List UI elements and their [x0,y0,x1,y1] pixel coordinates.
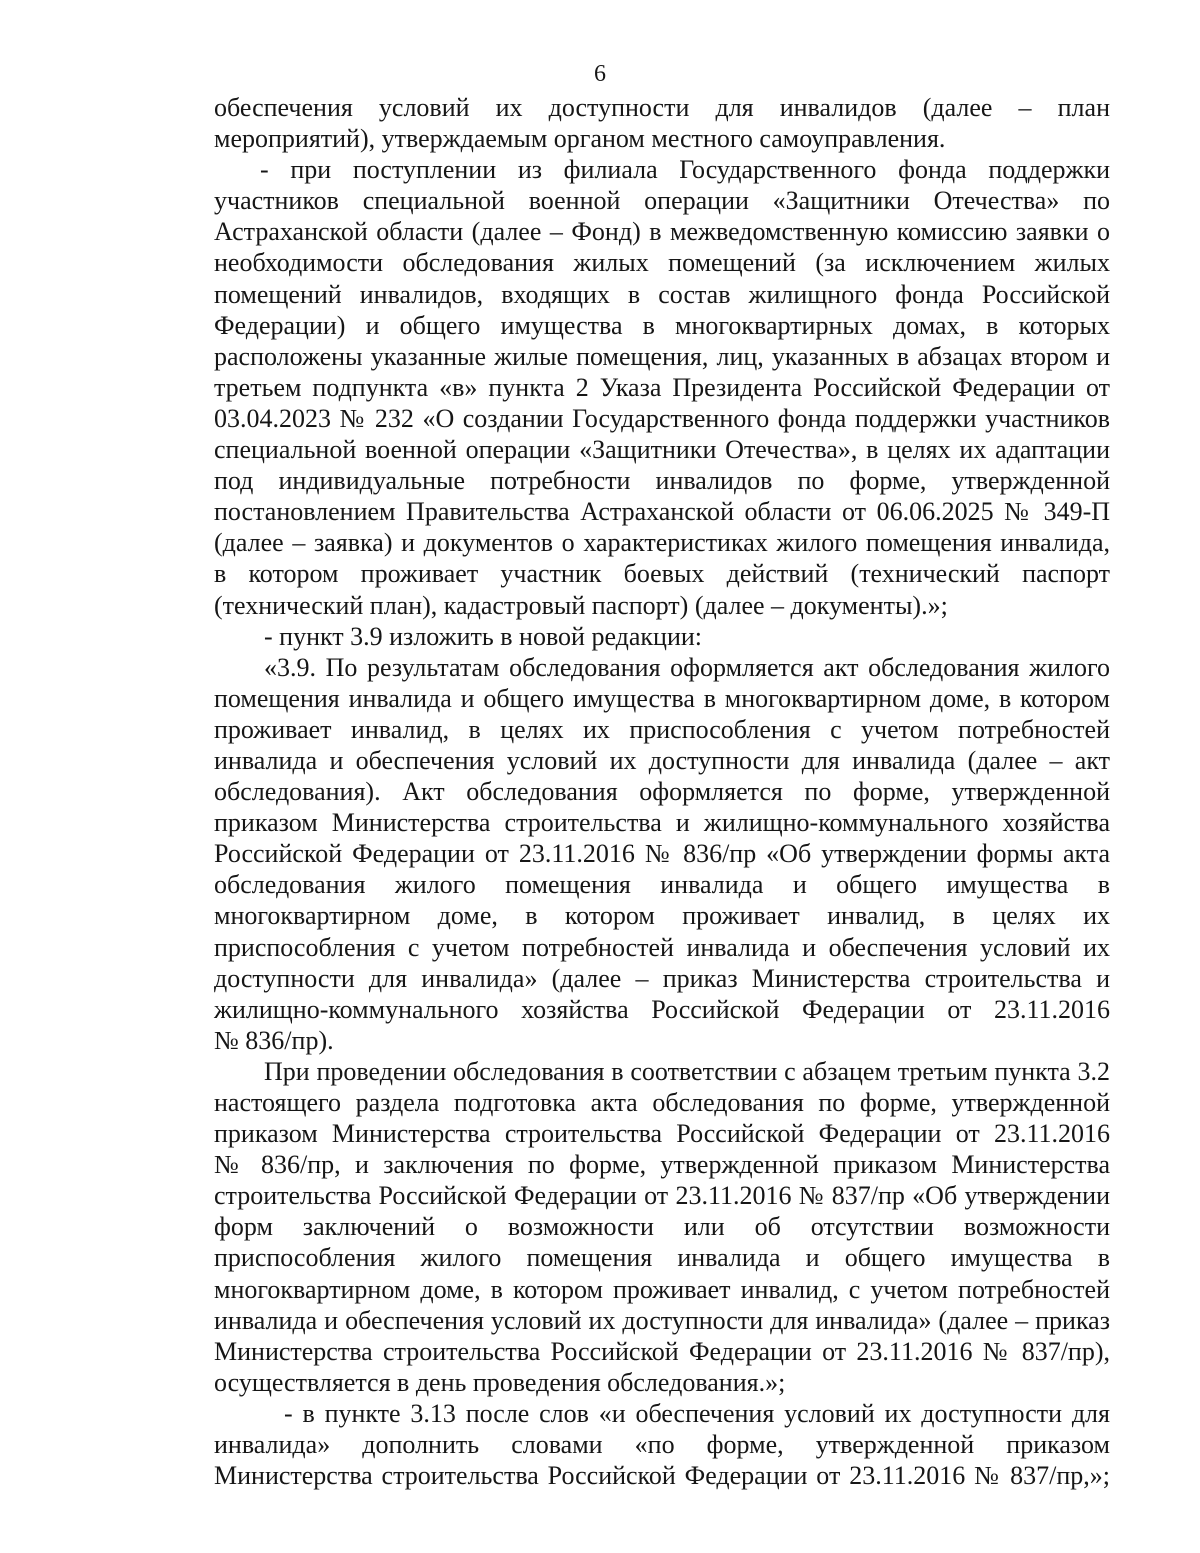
text-line: многоквартирном доме, в котором проживает инвалид, с учетом потребностей [214,1274,1110,1304]
text-line: приказом Министерства строительства и жилищно-коммунального хозяйства [214,808,1110,838]
text-line: мероприятий), утверждаемым органом местного самоуправления. [214,124,946,154]
text-line: - пункт 3.9 изложить в новой редакции: [264,621,703,651]
text-line: постановлением Правительства Астраханской области от 06.06.2025 № 349-П [214,497,1110,527]
text-line: Министерства строительства Российской Федерации от 23.11.2016 № 837/пр), [214,1336,1110,1366]
text-line: Федерации) и общего имущества в многоквартирных домах, в которых [214,310,1110,340]
text-line: При проведении обследования в соответствии с абзацем третьим пункта 3.2 [264,1056,1110,1086]
text-line: Российской Федерации от 23.11.2016 № 836/пр «Об утверждении формы акта [214,839,1110,869]
text-line: обследования жилого помещения инвалида и общего имущества в [214,870,1110,900]
text-line: инвалида и обеспечения условий их доступности для инвалида» (далее – приказ [214,1305,1110,1335]
text-line: третьем подпункта «в» пункта 2 Указа Президента Российской Федерации от [214,372,1110,402]
text-line: в котором проживает участник боевых действий (технический паспорт [214,559,1110,589]
page-number: 6 [594,61,606,87]
text-line: Министерства строительства Российской Федерации от 23.11.2016 № 837/пр,»; [214,1461,1110,1491]
text-line: инвалида» дополнить словами «по форме, утвержденной приказом [214,1430,1110,1460]
text-line: № 836/пр, и заключения по форме, утвержденной приказом Министерства [214,1150,1110,1180]
text-line: обследования). Акт обследования оформляется по форме, утвержденной [214,777,1110,807]
text-line: помещений инвалидов, входящих в состав жилищного фонда Российской [214,279,1110,309]
text-line: доступности для инвалида» (далее – приказ Министерства строительства и [214,963,1110,993]
text-line: осуществляется в день проведения обследования.»; [214,1367,786,1397]
text-line: - в пункте 3.13 после слов «и обеспечения условий их доступности для [284,1398,1110,1428]
text-line: проживает инвалид, в целях их приспособления с учетом потребностей [214,714,1110,744]
text-line: обеспечения условий их доступности для инвалидов (далее – план [214,93,1110,122]
text-line: необходимости обследования жилых помещений (за исключением жилых [214,248,1110,278]
text-line: «3.9. По результатам обследования оформляется акт обследования жилого [264,652,1110,682]
text-line: расположены указанные жилые помещения, лиц, указанных в абзацах втором и [214,341,1110,371]
text-line: жилищно-коммунального хозяйства Российской Федерации от 23.11.2016 [214,994,1110,1024]
text-line: № 836/пр). [214,1025,334,1055]
text-line: строительства Российской Федерации от 23.11.2016 № 837/пр «Об утверждении [214,1181,1110,1211]
text-line: - при поступлении из филиала Государственного фонда поддержки [260,155,1110,185]
text-line: помещения инвалида и общего имущества в многоквартирном доме, в котором [214,683,1110,713]
text-line: 03.04.2023 № 232 «О создании Государственного фонда поддержки участников [214,403,1110,433]
text-line: участников специальной военной операции «Защитники Отечества» по [214,186,1110,216]
text-line: Астраханской области (далее – Фонд) в межведомственную комиссию заявки о [214,217,1110,247]
document-body [214,92,1110,1491]
text-line: настоящего раздела подготовка акта обследования по форме, утвержденной [214,1088,1110,1117]
text-line: приспособления жилого помещения инвалида и общего имущества в [214,1243,1110,1273]
text-line: (далее – заявка) и документов о характеристиках жилого помещения инвалида, [214,528,1110,558]
text-line: инвалида и обеспечения условий их доступности для инвалида (далее – акт [214,745,1110,775]
text-line: приспособления с учетом потребностей инвалида и обеспечения условий их [214,932,1110,962]
text-line: (технический план), кадастровый паспорт) (далее – документы).»; [214,590,948,620]
text-line: под индивидуальные потребности инвалидов по форме, утвержденной [214,466,1110,496]
text-line: приказом Министерства строительства Российской Федерации от 23.11.2016 [214,1119,1110,1149]
text-line: многоквартирном доме, в котором проживает инвалид, в целях их [214,901,1110,931]
text-line: специальной военной операции «Защитники Отечества», в целях их адаптации [214,435,1110,465]
text-line: форм заключений о возможности или об отсутствии возможности [214,1212,1110,1242]
